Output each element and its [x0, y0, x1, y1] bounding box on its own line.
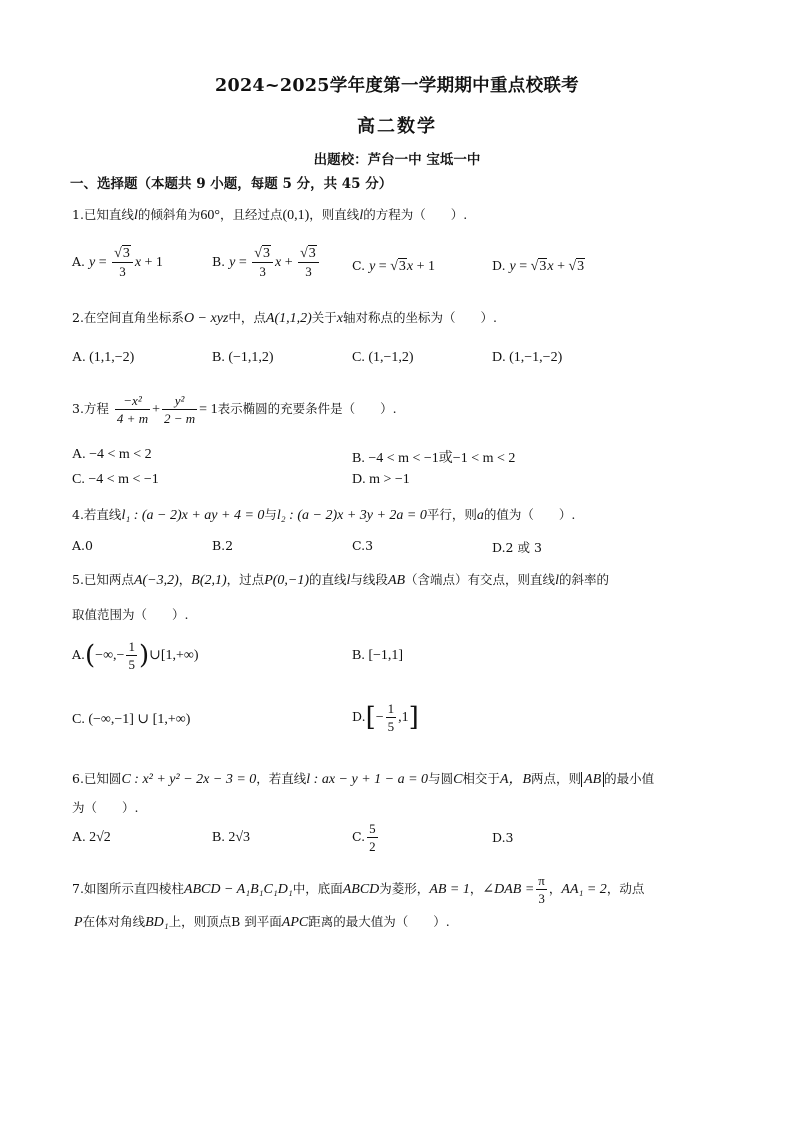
- q1-option-a: A. y = $\frac{√3}{3}$ x + 1: [72, 246, 163, 279]
- q4-option-d: D.2 或 3: [492, 540, 542, 555]
- q6-option-b: B. 2√3: [212, 830, 251, 845]
- q2-option-c: C. (1,−1,2): [352, 350, 414, 365]
- q5-option-d: D.[− $\frac{1}{5}$ ,1]: [352, 701, 419, 734]
- question-2: 2.在空间直角坐标系O − xyz中，点A(1,1,2)关于x轴对称点的坐标为（ ）.: [72, 310, 497, 326]
- question-7-line-2: P在体对角线BD₁上，则顶点B 到平面APC距离的最大值为（ ）.: [74, 914, 450, 930]
- q1-option-c: C. y = √3x + 1: [352, 258, 436, 274]
- q5-option-a: A.(−∞,− $\frac{1}{5}$ )∪[1,+∞): [72, 639, 199, 672]
- q2-option-b: B. (−1,1,2): [212, 350, 274, 365]
- q3-option-a: A. −4 < m < 2: [72, 447, 152, 462]
- q1-option-d: D. y = √3x + √3: [492, 258, 585, 274]
- question-4: 4.若直线l₁ : (a − 2)x + ay + 4 = 0与l₂ : (a − 2)x + 3y + 2a = 0平行，则a的值为（ ）.: [72, 507, 576, 523]
- q6-option-a: A. 2√2: [72, 830, 111, 845]
- question-7: 7.如图所示直四棱柱ABCD − A₁B₁C₁D₁中，底面ABCD为菱形，AB = 1，∠DAB = $\frac{\pi}{3}$ ，AA₁ = 2，动点: [72, 873, 645, 906]
- subject-title: 高二数学: [357, 116, 437, 137]
- school-names: 出题校：芦台一中 宝坻一中: [313, 152, 481, 168]
- q5-option-c: C. (−∞,−1] ∪ [1,+∞): [72, 712, 191, 727]
- q6-option-c: C. $\frac{5}{2}$: [352, 821, 376, 854]
- q4-option-b: B.2: [212, 538, 234, 553]
- q3-option-b: B. −4 < m < −1或−1 < m < 2: [352, 451, 516, 466]
- q2-option-d: D. (1,−1,−2): [492, 350, 563, 365]
- q5-option-b: B. [−1,1]: [352, 648, 404, 663]
- question-3: 3.方程 $\frac{\text{−x²}}{4 + m}$ + $\frac{\text{y²}}{2 - m}$ = 1表示椭圆的充要条件是（ ）.: [72, 393, 397, 426]
- q3-option-d: D. m > −1: [352, 472, 410, 487]
- q3-option-c: C. −4 < m < −1: [72, 472, 159, 487]
- question-5-line-2: 取值范围为（ ）.: [72, 607, 189, 622]
- exam-title: 2024~2025学年度第一学期期中重点校联考: [215, 76, 579, 96]
- question-1: 1.已知直线l的倾斜角为60°，且经过点(0,1)，则直线l的方程为（ ）.: [72, 207, 468, 223]
- question-6-line-2: 为（ ）.: [72, 800, 139, 815]
- q1-option-b: B. y = $\frac{√3}{3}$ x + $\frac{√3}{3}$: [212, 245, 321, 280]
- q6-option-d: D.3: [492, 830, 514, 845]
- q4-option-c: C.3: [352, 538, 374, 553]
- section-heading: 一、选择题（本题共 9 小题，每题 5 分，共 45 分）: [70, 176, 393, 192]
- q4-option-a: A.0: [72, 538, 93, 553]
- q2-option-a: A. (1,1,−2): [72, 350, 135, 365]
- question-5: 5.已知两点A(−3,2)，B(2,1)，过点P(0,−1)的直线l与线段AB（含端点）有交点，则直线l的斜率的: [72, 572, 609, 588]
- question-6: 6.已知圆C : x² + y² − 2x − 3 = 0，若直线l : ax − y + 1 − a = 0与圆C相交于A，B两点，则 AB 的最小值: [72, 771, 655, 787]
